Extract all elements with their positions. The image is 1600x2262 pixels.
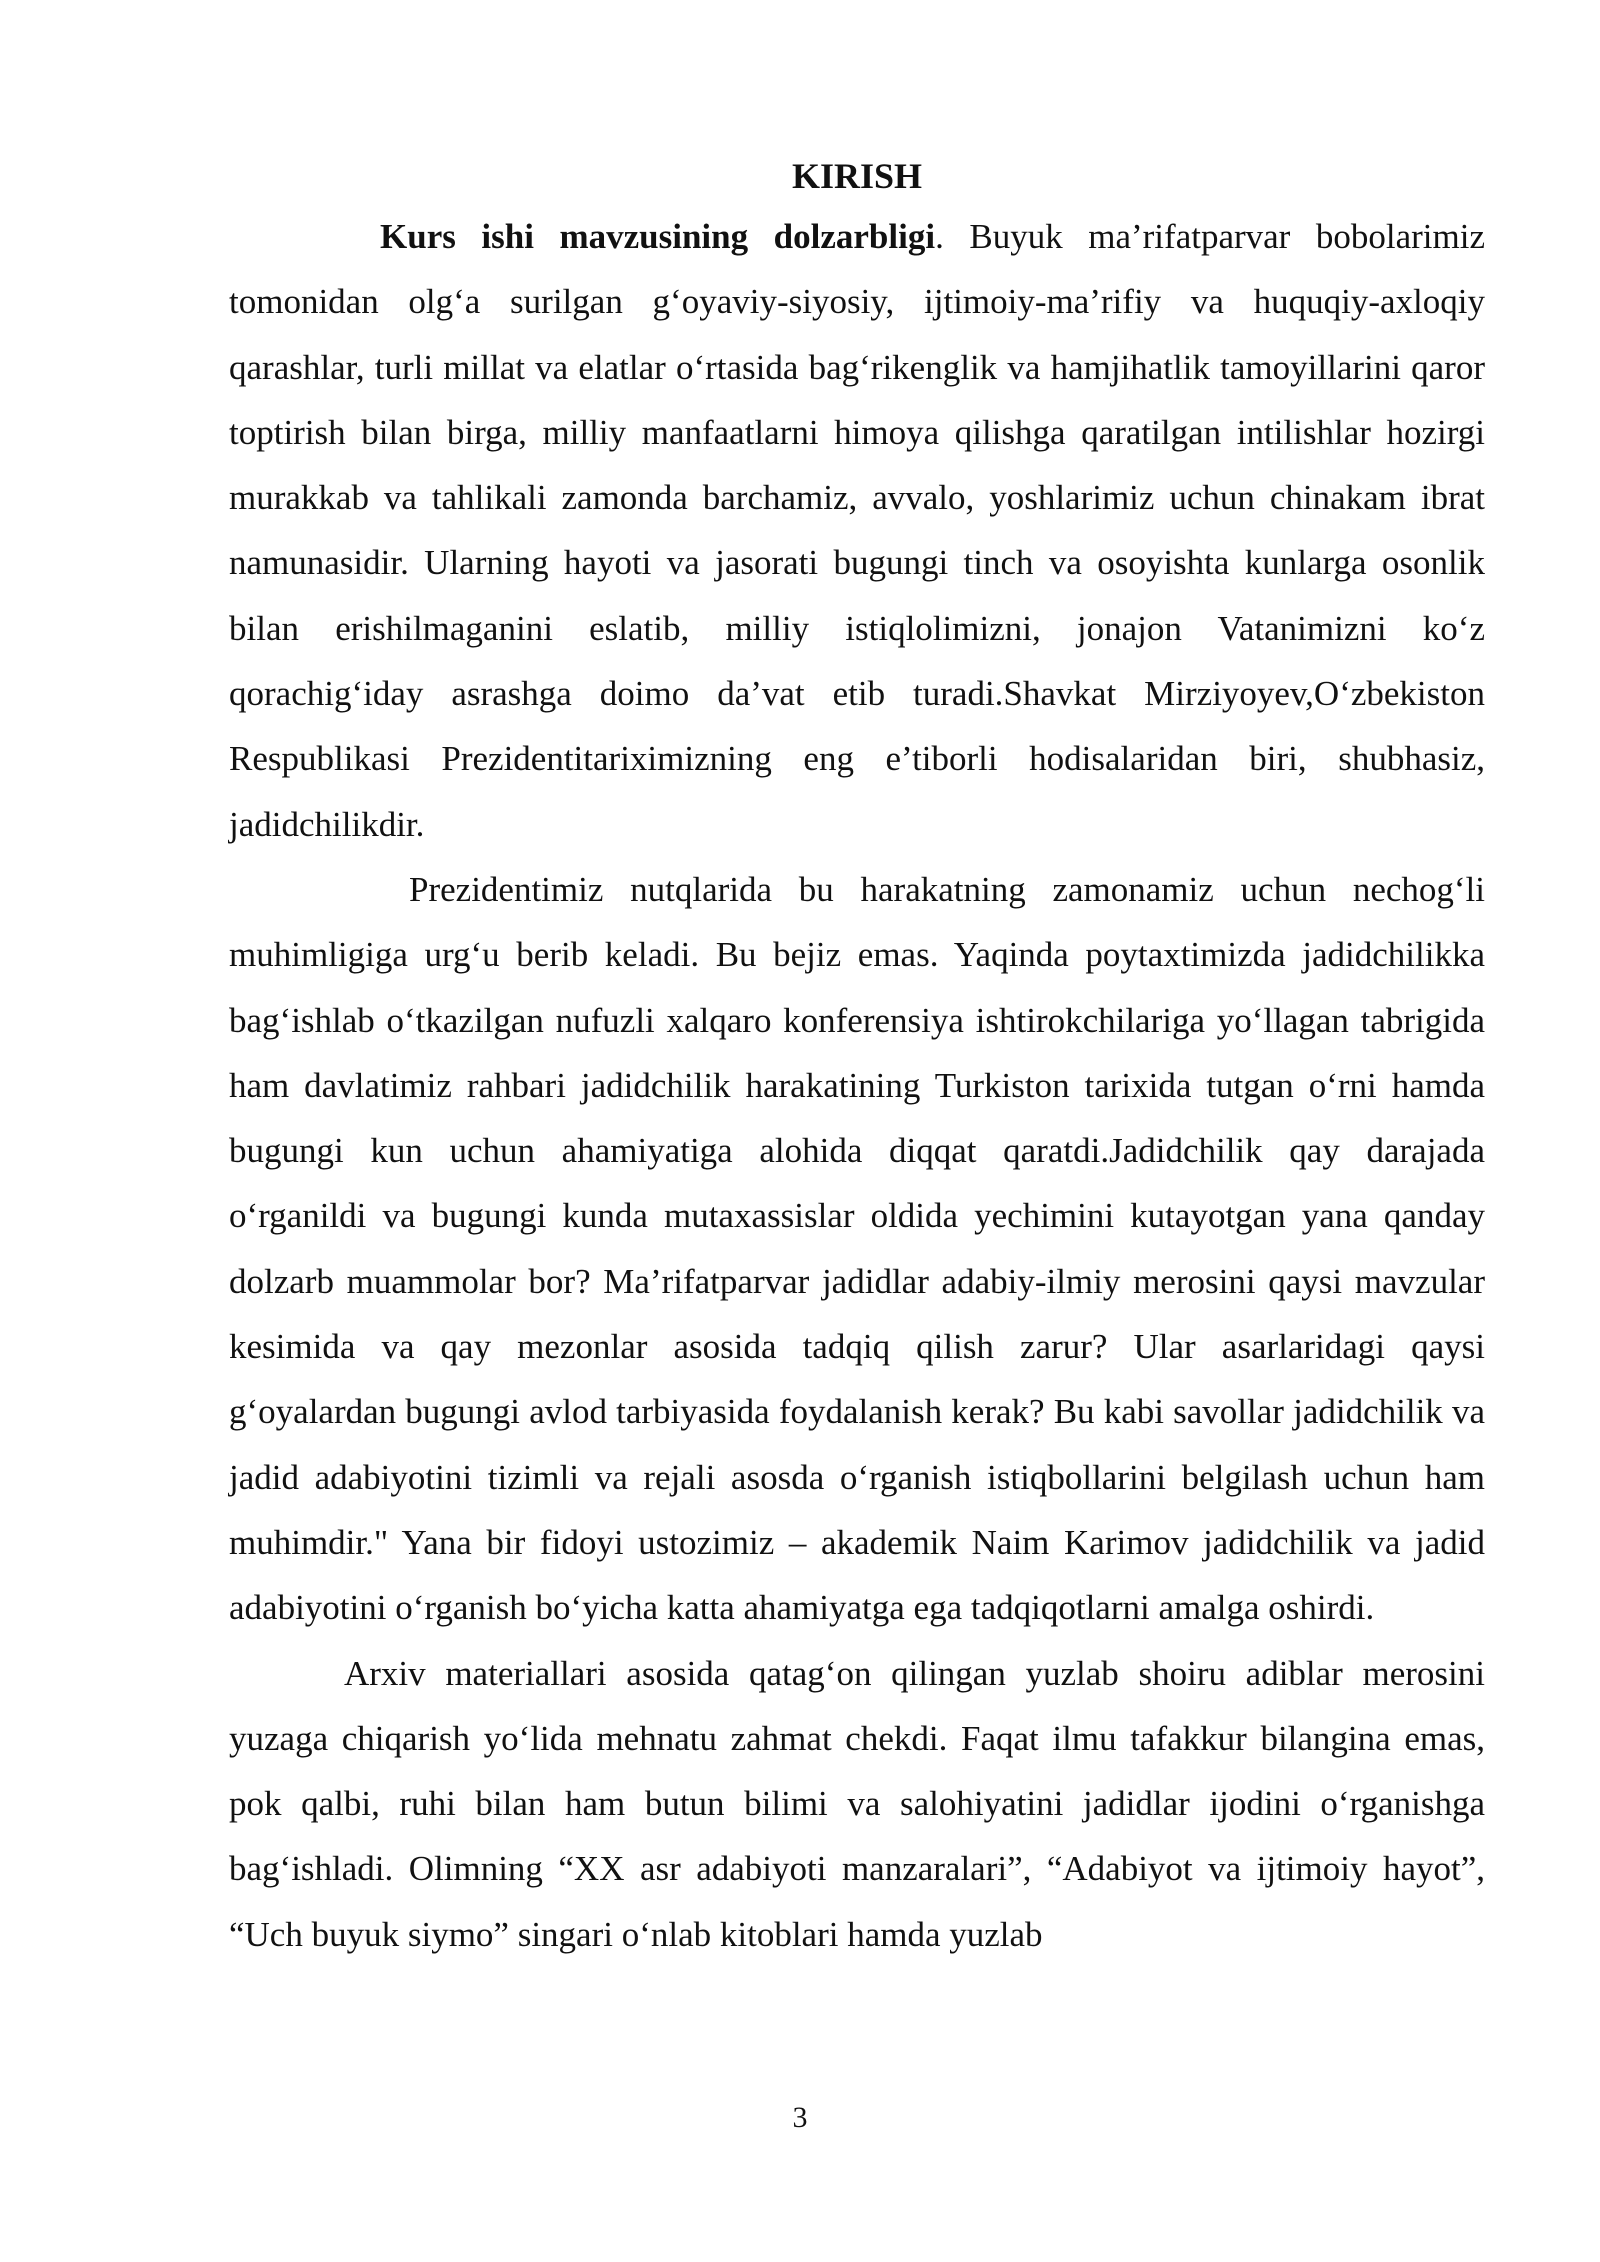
paragraph-1-lead: Kurs ishi mavzusining dolzarbligi (380, 217, 936, 256)
page-content (229, 148, 1485, 1967)
paragraph-1 (229, 204, 1485, 857)
paragraph-3: Arxiv materiallari asosida qatag‘on qilingan yuzlab shoiru adiblar merosini yuzaga chiqarish yo‘lida mehnatu zahmat chekdi. Faqat ilmu tafakkur bilangina emas, pok qalbi, ruhi bilan ham butun bilimi va salohiyatini jadidlar ijodini o‘rganishga bag‘ishladi. Olimning “XX asr adabiyoti manzaralari”, “Adabiyot va ijtimoiy hayot”, “Uch buyuk siymo” singari o‘nlab kitoblari hamda yuzlab (229, 1653, 1485, 1954)
paragraph-1-text: . Buyuk ma’rifatparvar bobolarimiz tomonidan olg‘a surilgan g‘oyaviy-siyosiy, ijtimoiy-ma’rifiy va huquqiy-axloqiy qarashlar, turli millat va elatlar o‘rtasida bag‘rikenglik va hamjihatlik tamoyillarini qaror toptirish bilan birga, milliy manfaatlarni himoya qilishga qaratilgan intilishlar hozirgi murakkab va tahlikali zamonda barchamiz, avvalo, yoshlarimiz uchun chinakam ibrat namunasidir. Ularning hayoti va jasorati bugungi tinch va osoyishta kunlarga osonlik bilan erishilmaganini eslatib, milliy istiqlolimizni, jonajon Vatanimizni ko‘z qorachig‘iday asrashga doimo da’vat etib turadi.Shavkat Mirziyoyev,O‘zbekiston Respublikasi Prezidentitariximizning eng e’tiborli hodisalaridan biri, shubhasiz, jadidchilikdir. (229, 217, 1485, 844)
paragraph-2: Prezidentimiz nutqlarida bu harakatning zamonamiz uchun nechog‘li muhimligiga urg‘u berib keladi. Bu bejiz emas. Yaqinda poytaxtimizda jadidchilikka bag‘ishlab o‘tkazilgan nufuzli xalqaro konferensiya ishtirokchilariga yo‘llagan tabrigida ham davlatimiz rahbari jadidchilik harakatining Turkiston tarixida tutgan o‘rni hamda bugungi kun uchun ahamiyatiga alohida diqqat qaratdi.Jadidchilik qay darajada o‘rganildi va bugungi kunda mutaxassislar oldida yechimini kutayotgan yana qanday dolzarb muammolar bor? Ma’rifatparvar jadidlar adabiy-ilmiy merosini qaysi mavzular kesimida va qay mezonlar asosida tadqiq qilish zarur? Ular asarlaridagi qaysi g‘oyalardan bugungi avlod tarbiyasida foydalanish kerak? Bu kabi savollar jadidchilik va jadid adabiyotini tizimli va rejali asosda o‘rganish istiqbollarini belgilash uchun ham muhimdir." Yana bir fidoyi ustozimiz – akademik Naim Karimov jadidchilik va jadid adabiyotini o‘rganish bo‘yicha katta ahamiyatga ega tadqiqotlarni amalga oshirdi. (229, 869, 1485, 1628)
section-title: KIRISH (791, 156, 923, 196)
page-number: 3 (792, 2101, 808, 2134)
